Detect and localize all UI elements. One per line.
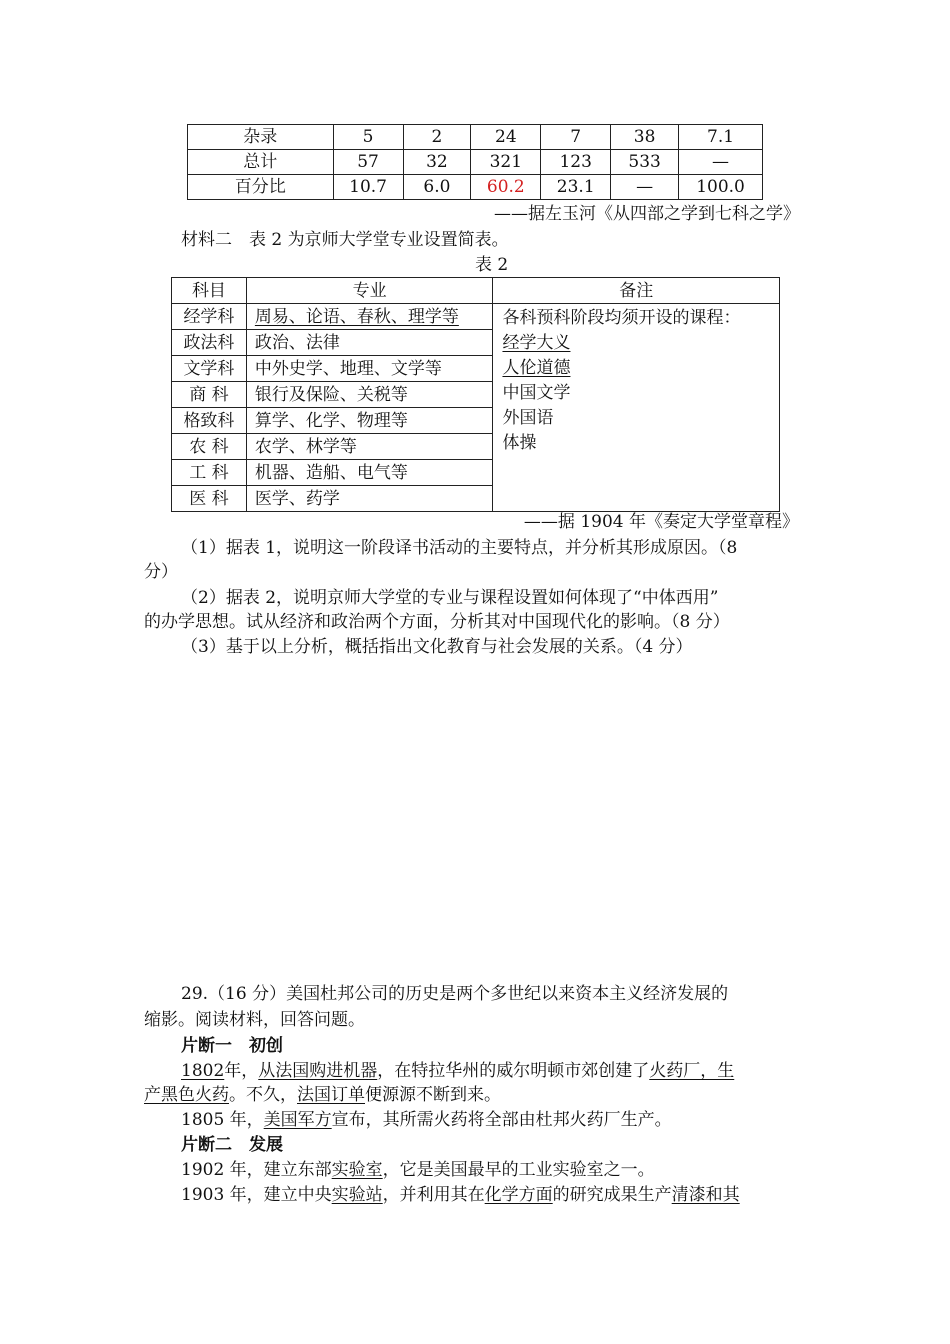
underlined-text: 火药厂，生: [649, 1061, 735, 1081]
note-item: 人伦道德: [502, 358, 571, 378]
text: 便源源不断到来。: [365, 1085, 501, 1105]
text: 1903 年，建立中央: [181, 1185, 332, 1205]
text: 的研究成果生产: [552, 1185, 672, 1205]
note-item: 外国语: [502, 408, 554, 428]
table-cell: 32: [403, 150, 471, 175]
table-2-source: ——据 1904 年《奏定大学堂章程》: [523, 512, 799, 532]
table-header-row: [172, 278, 780, 304]
text: ，在特拉华州的威尔明顿市郊创建了: [377, 1061, 650, 1081]
table-cell: 文学科: [172, 356, 247, 382]
table-cell: 7: [541, 125, 611, 150]
underlined-text: 化学方面: [484, 1185, 553, 1205]
segment-1-line-1: [181, 1059, 734, 1083]
segment-2-line-1: [181, 1158, 655, 1182]
table-cell: 格致科: [172, 408, 247, 434]
table-cell: 总计: [188, 150, 334, 175]
table-row: [188, 150, 763, 175]
table-cell: 10.7: [333, 175, 403, 200]
table-cell: 100.0: [679, 175, 763, 200]
table-cell: 5: [333, 125, 403, 150]
table-cell: 533: [611, 150, 679, 175]
table-cell: 政治、法律: [246, 330, 493, 356]
text: 1902 年，建立东部: [181, 1160, 332, 1180]
table-cell: [246, 304, 493, 330]
table-header: 专业: [246, 278, 493, 304]
table-cell: 银行及保险、关税等: [246, 382, 493, 408]
underlined-text: 美国军方: [263, 1110, 332, 1130]
segment-1-line-3: [181, 1108, 672, 1132]
table-cell: 医学、药学: [246, 486, 493, 512]
table-cell: 机器、造船、电气等: [246, 460, 493, 486]
text: ，并利用其在: [382, 1185, 485, 1205]
note-item: 中国文学: [502, 383, 571, 403]
table-cell: 中外史学、地理、文学等: [246, 356, 493, 382]
underlined-text: 1802: [181, 1061, 225, 1081]
table-cell: 工 科: [172, 460, 247, 486]
table-cell-highlight: 60.2: [471, 175, 541, 200]
underlined-text: 周易、论语、春秋、理学等: [254, 306, 459, 327]
table-row: [172, 304, 780, 330]
question-2: （2）据表 2，说明京师大学堂的专业与课程设置如何体现了“中体西用”: [181, 588, 719, 608]
table-2-caption: 表 2: [475, 255, 509, 275]
segment-2-title: 片断二 发展: [181, 1135, 283, 1155]
underlined-text: 实验室: [331, 1160, 383, 1180]
table-cell: 政法科: [172, 330, 247, 356]
text: ，它是美国最早的工业实验室之一。: [382, 1160, 655, 1180]
underlined-text: 从法国购进机器: [258, 1061, 378, 1081]
material-2-intro: 材料二 表 2 为京师大学堂专业设置简表。: [181, 230, 509, 250]
table-cell: 2: [403, 125, 471, 150]
text: 1805 年，: [181, 1110, 264, 1130]
q29-intro-cont: 缩影。阅读材料，回答问题。: [144, 1010, 365, 1030]
table-cell: 农学、林学等: [246, 434, 493, 460]
underlined-text: 产黑色火药: [144, 1085, 229, 1105]
table-cell: 24: [471, 125, 541, 150]
table-cell: 杂录: [188, 125, 334, 150]
underlined-text: 实验站: [331, 1185, 383, 1205]
table-cell: —: [611, 175, 679, 200]
table-cell: 321: [471, 150, 541, 175]
table-cell: 算学、化学、物理等: [246, 408, 493, 434]
table-1-source: ——据左玉河《从四部之学到七科之学》: [494, 204, 800, 224]
note-item: 经学大义: [502, 333, 571, 353]
table-cell: 123: [541, 150, 611, 175]
underlined-text: 法国订单: [297, 1085, 365, 1105]
text: 年，: [224, 1061, 259, 1081]
text: 。不久，: [229, 1085, 297, 1105]
table-cell: 7.1: [679, 125, 763, 150]
table-cell: 23.1: [541, 175, 611, 200]
table-cell: 百分比: [188, 175, 334, 200]
underlined-text: 清漆和其: [671, 1185, 740, 1205]
segment-1-title: 片断一 初创: [181, 1036, 283, 1056]
table-header: 科目: [172, 278, 247, 304]
table-row: [188, 175, 763, 200]
note-title: 各科预科阶段均须开设的课程：: [502, 308, 741, 328]
question-2-cont: 的办学思想。试从经济和政治两个方面，分析其对中国现代化的影响。（8 分）: [144, 612, 730, 632]
table-row: [188, 125, 763, 150]
segment-1-line-2: [144, 1083, 501, 1107]
table-1: [187, 124, 763, 200]
question-3: （3）基于以上分析，概括指出文化教育与社会发展的关系。（4 分）: [181, 637, 693, 657]
segment-2-line-2: [181, 1183, 740, 1207]
table-header: 备注: [493, 278, 780, 304]
question-1-cont: 分）: [144, 562, 178, 582]
text: 宣布，其所需火药将全部由杜邦火药厂生产。: [331, 1110, 672, 1130]
note-item: 体操: [502, 433, 537, 453]
table-2: [171, 277, 780, 512]
table-cell: 57: [333, 150, 403, 175]
q29-intro: 29.（16 分）美国杜邦公司的历史是两个多世纪以来资本主义经济发展的: [181, 984, 729, 1004]
table-cell: 38: [611, 125, 679, 150]
table-cell: —: [679, 150, 763, 175]
table-cell: 商 科: [172, 382, 247, 408]
table-cell: 医 科: [172, 486, 247, 512]
table-cell: 农 科: [172, 434, 247, 460]
question-1: （1）据表 1，说明这一阶段译书活动的主要特点，并分析其形成原因。（8: [181, 538, 738, 558]
table-note-cell: [493, 304, 780, 512]
table-cell: 经学科: [172, 304, 247, 330]
table-cell: 6.0: [403, 175, 471, 200]
